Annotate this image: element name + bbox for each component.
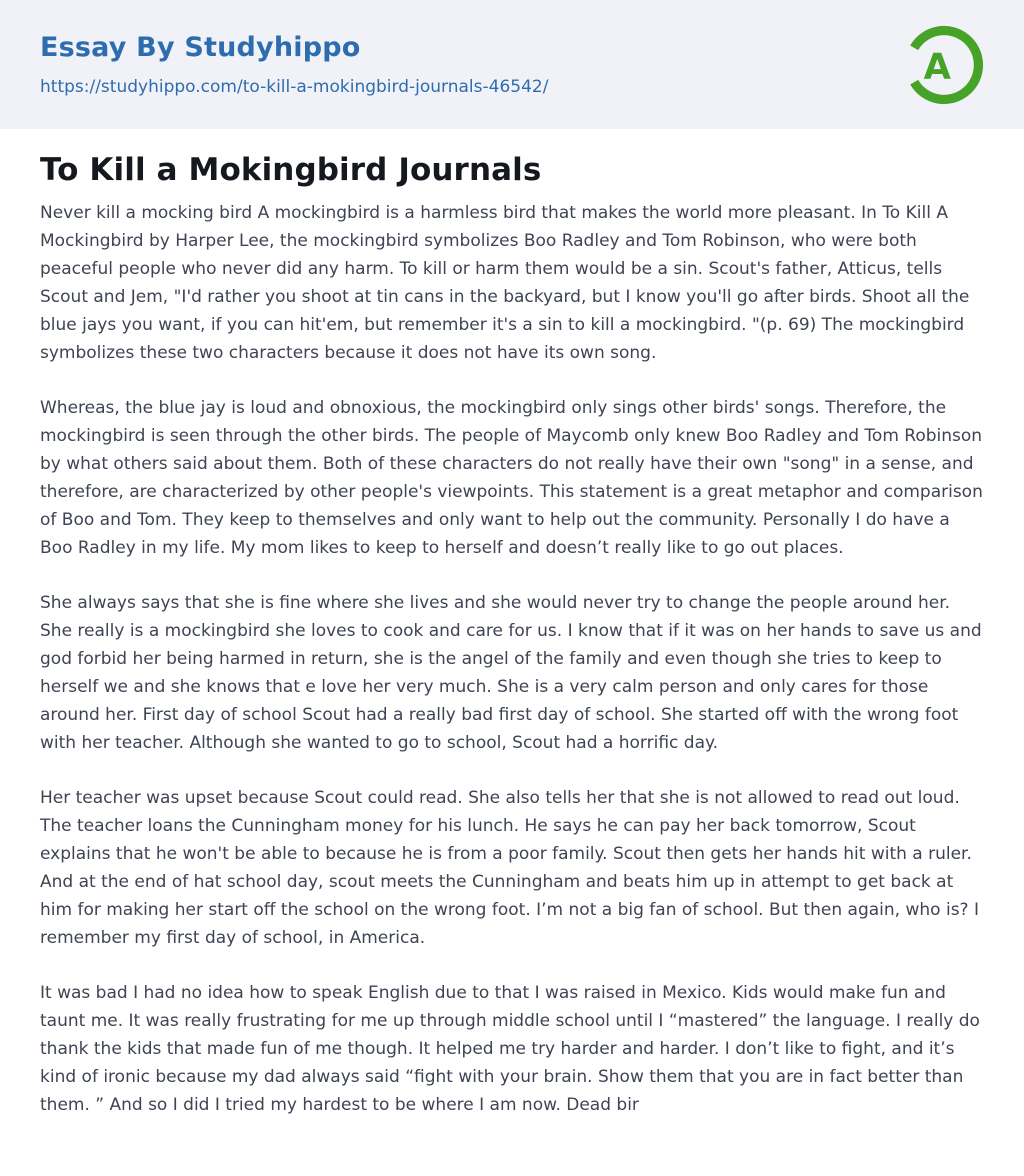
essay-paragraph-5: It was bad I had no idea how to speak English due to that I was raised in Mexico. Kids would make fun and taunt me. It was really frustrating for me up through middle school until I “mastered” the language. I really do thank the kids that made fun of me though. It helped me try harder and harder. I don’t like to fight, and it’s kind of ironic because my dad always said “fight with your brain. Show them that you are in fact better than them. ” And so I did I tried my hardest to be where I am now. Dead bir: [40, 983, 980, 1115]
essay-paragraph-2: Whereas, the blue jay is loud and obnoxious, the mockingbird only sings other birds' songs. Therefore, the mockingbird is seen through the other birds. The people of Maycomb only knew Boo Radley and Tom Robinson by what others said about them. Both of these characters do not really have their own "song" in a sense, and therefore, are characterized by other people's viewpoints. This statement is a great metaphor and comparison of Boo and Tom. They keep to themselves and only want to help out the community. Personally I do have a Boo Radley in my life. My mom likes to keep to herself and doesn’t really like to go out places.: [40, 398, 983, 558]
header-banner: [0, 0, 1024, 129]
essay-paragraph-3: She always says that she is fine where she lives and she would never try to change the people around her. She really is a mockingbird she loves to cook and care for us. I know that if it was on her hands to save us and god forbid her being harmed in return, she is the angel of the family and even though she tries to keep to herself we and she knows that e love her very much. She is a very calm person and only cares for those around her. First day of school Scout had a really bad first day of school. She started off with the wrong foot with her teacher. Although she wanted to go to school, Scout had a horrific day.: [40, 593, 982, 753]
page-title: To Kill a Mokingbird Journals: [40, 152, 542, 188]
essay-article: [0, 152, 1024, 1176]
essay-paragraph-4: Her teacher was upset because Scout could read. She also tells her that she is not allowed to read out loud. The teacher loans the Cunningham money for his lunch. He says he can pay her back tomorrow, Scout explains that he won't be able to because he is from a poor family. Scout then gets her hands hit with a ruler. And at the end of hat school day, scout meets the Cunningham and beats him up in attempt to get back at him for making her start off the school on the wrong foot. I’m not a big fan of school. But then again, who is? I remember my first day of school, in America.: [40, 788, 979, 948]
site-label: Essay By Studyhippo: [40, 32, 361, 63]
studyhippo-logo-icon: [902, 20, 986, 110]
source-url-link[interactable]: https://studyhippo.com/to-kill-a-mokingbird-journals-46542/: [40, 77, 549, 97]
logo-letter: A: [923, 45, 951, 87]
header-text-block: [40, 32, 548, 97]
essay-paragraph-1: Never kill a mocking bird A mockingbird is a harmless bird that makes the world more pleasant. In To Kill A Mockingbird by Harper Lee, the mockingbird symbolizes Boo Radley and Tom Robinson, who were both peaceful people who never did any harm. To kill or harm them would be a sin. Scout's father, Atticus, tells Scout and Jem, "I'd rather you shoot at tin cans in the backyard, but I know you'll go after birds. Shoot all the blue jays you want, if you can hit'em, but remember it's a sin to kill a mockingbird. "(p. 69) The mockingbird symbolizes these two characters because it does not have its own song.: [40, 203, 970, 363]
